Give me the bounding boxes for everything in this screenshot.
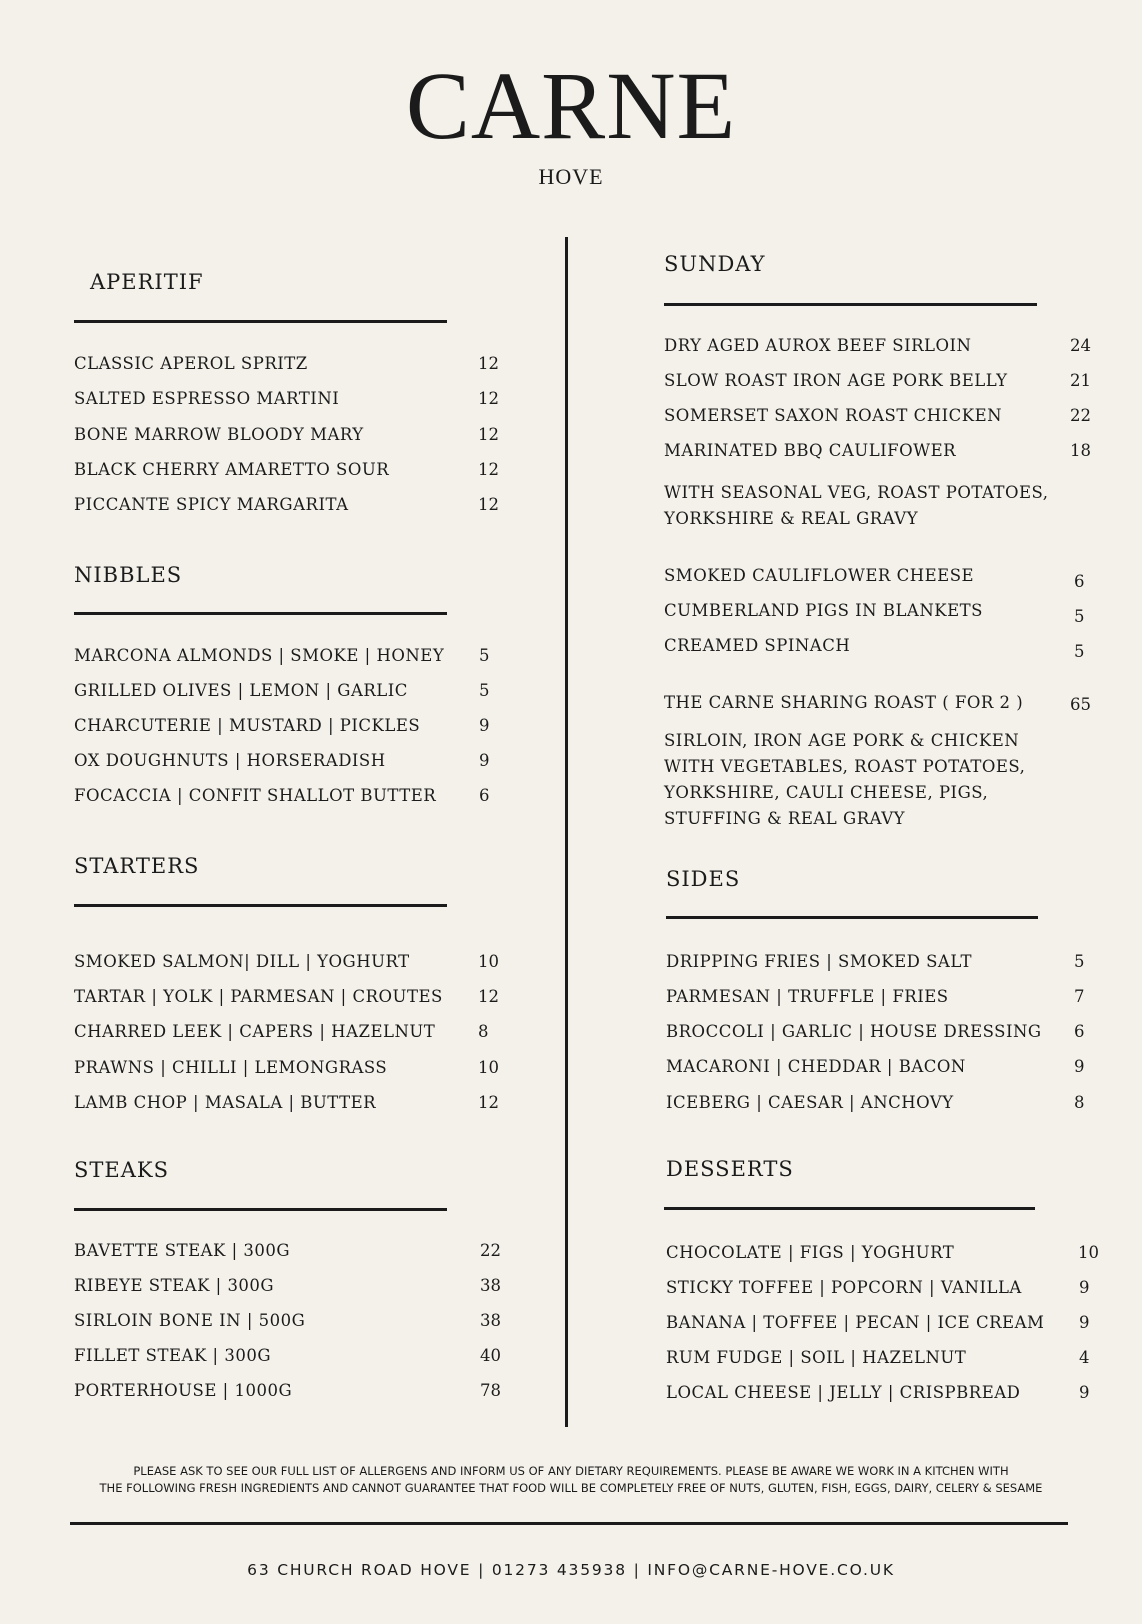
menu-item-price: 8 — [1074, 1093, 1085, 1112]
menu-item-price: 9 — [1079, 1278, 1090, 1297]
menu-item-price: 65 — [1070, 695, 1091, 714]
menu-item-name: PICCANTE SPICY MARGARITA — [74, 495, 349, 514]
menu-item-price: 5 — [479, 681, 490, 700]
menu-item-name: PARMESAN | TRUFFLE | FRIES — [666, 987, 949, 1006]
menu-item-name: CHOCOLATE | FIGS | YOGHURT — [666, 1243, 955, 1262]
menu-item-name: PRAWNS | CHILLI | LEMONGRASS — [74, 1058, 388, 1077]
menu-item-price: 12 — [478, 389, 499, 408]
menu-item-price: 10 — [1078, 1243, 1099, 1262]
section-rule — [74, 612, 447, 615]
menu-item-name: SMOKED SALMON| DILL | YOGHURT — [74, 952, 410, 971]
menu-item-price: 9 — [1074, 1057, 1085, 1076]
menu-item-name: LOCAL CHEESE | JELLY | CRISPBREAD — [666, 1383, 1021, 1402]
menu-item-name: SMOKED CAULIFLOWER CHEESE — [664, 566, 975, 585]
menu-item-name: MACARONI | CHEDDAR | BACON — [666, 1057, 966, 1076]
menu-item-price: 5 — [479, 646, 490, 665]
menu-item-name: FOCACCIA | CONFIT SHALLOT BUTTER — [74, 786, 437, 805]
menu-item-name: MARINATED BBQ CAULIFOWER — [664, 441, 957, 460]
section-title: STARTERS — [74, 854, 200, 878]
menu-item-price: 21 — [1070, 371, 1091, 390]
section-rule — [74, 1208, 447, 1211]
menu-item-price: 12 — [478, 354, 499, 373]
menu-item-price: 9 — [479, 751, 490, 770]
menu-item-price: 12 — [478, 495, 499, 514]
menu-item-name: MARCONA ALMONDS | SMOKE | HONEY — [74, 646, 445, 665]
section-title: APERITIF — [90, 270, 204, 294]
menu-note-line: WITH SEASONAL VEG, ROAST POTATOES, — [664, 483, 1049, 502]
menu-item-price: 38 — [480, 1276, 501, 1295]
menu-item-name: CHARCUTERIE | MUSTARD | PICKLES — [74, 716, 421, 735]
menu-item-price: 18 — [1070, 441, 1091, 460]
menu-item-price: 5 — [1074, 952, 1085, 971]
menu-note-line: YORKSHIRE & REAL GRAVY — [664, 509, 919, 528]
menu-item-name: BANANA | TOFFEE | PECAN | ICE CREAM — [666, 1313, 1045, 1332]
menu-item-price: 78 — [480, 1381, 501, 1400]
menu-item-name: DRIPPING FRIES | SMOKED SALT — [666, 952, 972, 971]
footer-rule — [70, 1522, 1068, 1525]
section-rule — [664, 303, 1037, 306]
restaurant-logo: CARNE — [405, 52, 737, 159]
menu-item-price: 8 — [478, 1022, 489, 1041]
menu-item-price: 6 — [1074, 572, 1085, 591]
menu-item-price: 5 — [1074, 607, 1085, 626]
section-rule — [664, 1207, 1035, 1210]
menu-item-name: CHARRED LEEK | CAPERS | HAZELNUT — [74, 1022, 436, 1041]
column-divider — [565, 237, 568, 1427]
menu-item-name: STICKY TOFFEE | POPCORN | VANILLA — [666, 1278, 1022, 1297]
menu-item-price: 9 — [1079, 1383, 1090, 1402]
menu-item-price: 9 — [479, 716, 490, 735]
section-rule — [74, 904, 447, 907]
menu-item-name: GRILLED OLIVES | LEMON | GARLIC — [74, 681, 408, 700]
menu-note-line: STUFFING & REAL GRAVY — [664, 809, 906, 828]
menu-item-name: SALTED ESPRESSO MARTINI — [74, 389, 340, 408]
menu-item-price: 12 — [478, 1093, 499, 1112]
section-title: NIBBLES — [74, 563, 183, 587]
menu-item-name: SOMERSET SAXON ROAST CHICKEN — [664, 406, 1003, 425]
menu-item-name: PORTERHOUSE | 1000G — [74, 1381, 293, 1400]
menu-note-line: SIRLOIN, IRON AGE PORK & CHICKEN — [664, 731, 1020, 750]
allergen-notice — [0, 1463, 1142, 1497]
menu-item-price: 38 — [480, 1311, 501, 1330]
menu-item-price: 5 — [1074, 642, 1085, 661]
section-title: SUNDAY — [664, 252, 766, 276]
menu-item-price: 40 — [480, 1346, 501, 1365]
menu-item-price: 6 — [1074, 1022, 1085, 1041]
menu-note-line: WITH VEGETABLES, ROAST POTATOES, — [664, 757, 1026, 776]
allergen-notice-line: PLEASE ASK TO SEE OUR FULL LIST OF ALLERGENS AND INFORM US OF ANY DIETARY REQUIREMENTS. PLEASE BE AWARE WE WORK IN A KITCHEN WITH — [133, 1464, 1009, 1478]
menu-item-name: OX DOUGHNUTS | HORSERADISH — [74, 751, 386, 770]
menu-item-name: THE CARNE SHARING ROAST ( FOR 2 ) — [664, 693, 1024, 712]
menu-note-line: YORKSHIRE, CAULI CHEESE, PIGS, — [664, 783, 989, 802]
menu-item-price: 9 — [1079, 1313, 1090, 1332]
menu-item-name: CUMBERLAND PIGS IN BLANKETS — [664, 601, 983, 620]
menu-item-price: 10 — [478, 1058, 499, 1077]
menu-item-name: SLOW ROAST IRON AGE PORK BELLY — [664, 371, 1008, 390]
menu-item-name: ICEBERG | CAESAR | ANCHOVY — [666, 1093, 954, 1112]
restaurant-location: HOVE — [538, 164, 604, 189]
menu-item-price: 10 — [478, 952, 499, 971]
section-title: DESSERTS — [666, 1157, 794, 1181]
menu-item-price: 22 — [1070, 406, 1091, 425]
menu-item-name: RUM FUDGE | SOIL | HAZELNUT — [666, 1348, 967, 1367]
menu-item-name: RIBEYE STEAK | 300G — [74, 1276, 275, 1295]
menu-item-name: BROCCOLI | GARLIC | HOUSE DRESSING — [666, 1022, 1042, 1041]
section-title: STEAKS — [74, 1158, 169, 1182]
menu-item-name: CREAMED SPINACH — [664, 636, 851, 655]
section-rule — [666, 916, 1038, 919]
menu-item-price: 24 — [1070, 336, 1091, 355]
menu-item-price: 12 — [478, 460, 499, 479]
menu-item-name: BAVETTE STEAK | 300G — [74, 1241, 291, 1260]
menu-item-price: 12 — [478, 987, 499, 1006]
menu-item-name: SIRLOIN BONE IN | 500G — [74, 1311, 306, 1330]
menu-item-name: DRY AGED AUROX BEEF SIRLOIN — [664, 336, 972, 355]
menu-item-name: TARTAR | YOLK | PARMESAN | CROUTES — [74, 987, 443, 1006]
section-rule — [74, 320, 447, 323]
menu-item-name: BONE MARROW BLOODY MARY — [74, 425, 364, 444]
menu-item-price: 22 — [480, 1241, 501, 1260]
menu-item-name: BLACK CHERRY AMARETTO SOUR — [74, 460, 390, 479]
menu-item-price: 4 — [1079, 1348, 1090, 1367]
footer-contact: 63 CHURCH ROAD HOVE | 01273 435938 | INFO@CARNE-HOVE.CO.UK — [247, 1561, 895, 1579]
allergen-notice-line: THE FOLLOWING FRESH INGREDIENTS AND CANNOT GUARANTEE THAT FOOD WILL BE COMPLETELY FREE OF NUTS, GLUTEN, FISH, EGGS, DAIRY, CELERY & SESAME — [99, 1481, 1043, 1495]
menu-item-price: 7 — [1074, 987, 1085, 1006]
menu-item-price: 12 — [478, 425, 499, 444]
menu-item-name: CLASSIC APEROL SPRITZ — [74, 354, 308, 373]
menu-item-name: LAMB CHOP | MASALA | BUTTER — [74, 1093, 377, 1112]
menu-item-name: FILLET STEAK | 300G — [74, 1346, 271, 1365]
section-title: SIDES — [666, 867, 741, 891]
menu-item-price: 6 — [479, 786, 490, 805]
